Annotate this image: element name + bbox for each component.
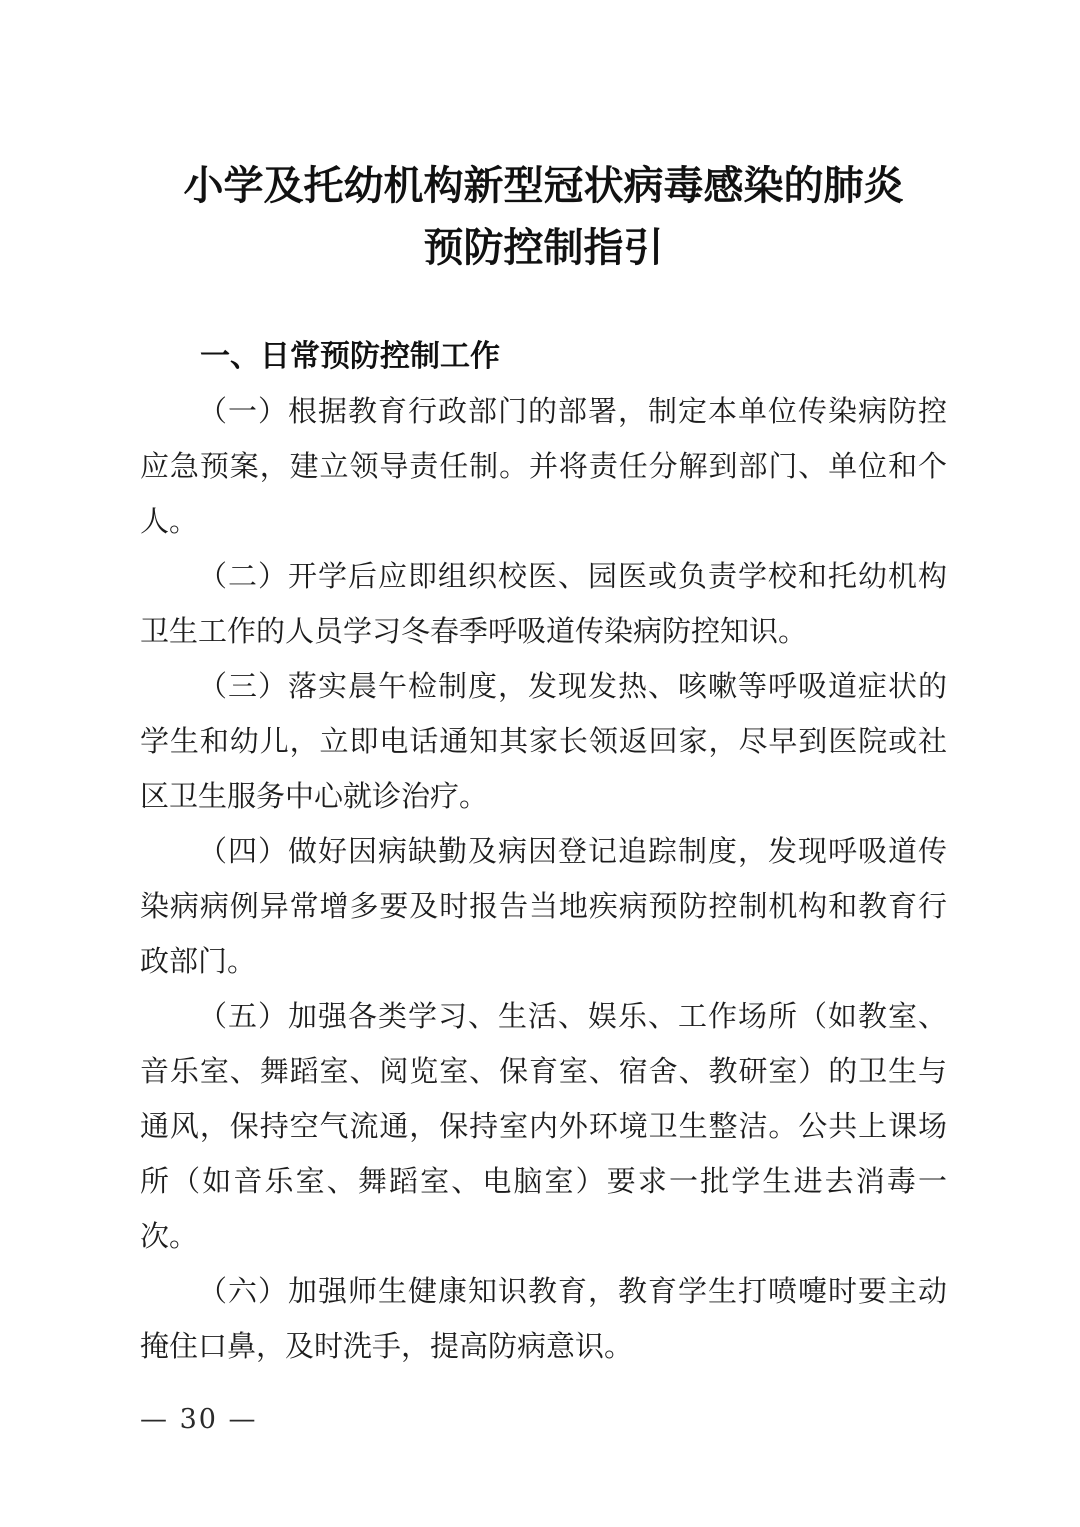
paragraph: （四）做好因病缺勤及病因登记追踪制度，发现呼吸道传染病病例异常增多要及时报告当地疾病预防控制机构和教育行政部门。 bbox=[140, 834, 947, 978]
document-title-line-2: 预防控制指引 bbox=[423, 225, 664, 271]
document-body bbox=[140, 384, 947, 1374]
document-title bbox=[140, 155, 947, 279]
section-heading: 一、日常预防控制工作 bbox=[200, 339, 500, 374]
paragraph: （六）加强师生健康知识教育，教育学生打喷嚏时要主动掩住口鼻，及时洗手，提高防病意识。 bbox=[140, 1274, 947, 1363]
page-number: — 30 — bbox=[140, 1404, 258, 1435]
paragraph: （二）开学后应即组织校医、园医或负责学校和托幼机构卫生工作的人员学习冬春季呼吸道传染病防控知识。 bbox=[140, 559, 947, 648]
paragraph: （一）根据教育行政部门的部署，制定本单位传染病防控应急预案，建立领导责任制。并将责任分解到部门、单位和个人。 bbox=[140, 394, 947, 538]
paragraph: （三）落实晨午检制度，发现发热、咳嗽等呼吸道症状的学生和幼儿，立即电话通知其家长领返回家，尽早到医院或社区卫生服务中心就诊治疗。 bbox=[140, 669, 947, 813]
document-title-line-1: 小学及托幼机构新型冠状病毒感染的肺炎 bbox=[183, 163, 904, 209]
paragraph: （五）加强各类学习、生活、娱乐、工作场所（如教室、音乐室、舞蹈室、阅览室、保育室、宿舍、教研室）的卫生与通风，保持空气流通，保持室内外环境卫生整洁。公共上课场所（如音乐室、舞蹈室、电脑室）要求一批学生进去消毒一次。 bbox=[140, 999, 947, 1253]
